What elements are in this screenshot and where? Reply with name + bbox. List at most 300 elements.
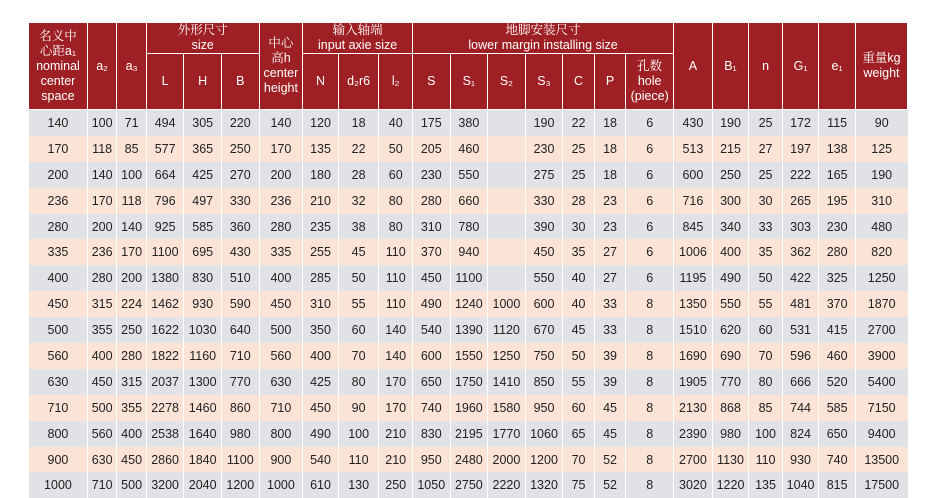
table-cell: 220 — [221, 110, 259, 136]
table-cell: 540 — [412, 317, 450, 343]
table-cell: 27 — [749, 136, 783, 162]
table-cell: 40 — [379, 110, 413, 136]
table-cell: 2037 — [146, 369, 184, 395]
table-cell: 481 — [782, 291, 819, 317]
table-cell: 1550 — [450, 343, 488, 369]
table-cell: 640 — [221, 317, 259, 343]
table-cell: 6 — [626, 162, 674, 188]
table-cell: 250 — [117, 317, 146, 343]
table-cell: 1460 — [184, 395, 222, 421]
table-cell: 740 — [412, 395, 450, 421]
table-cell: 710 — [87, 472, 116, 498]
header-S: S — [412, 54, 450, 110]
table-cell: 425 — [184, 162, 222, 188]
table-cell: 30 — [563, 214, 594, 240]
table-cell: 8 — [626, 369, 674, 395]
table-cell: 8 — [626, 343, 674, 369]
header-a2: a₂ — [87, 23, 116, 110]
table-cell: 118 — [117, 188, 146, 214]
header-P: P — [594, 54, 625, 110]
table-cell: 355 — [117, 395, 146, 421]
table-cell: 90 — [855, 110, 907, 136]
table-cell: 2278 — [146, 395, 184, 421]
table-cell: 585 — [184, 214, 222, 240]
table-cell: 2000 — [488, 447, 526, 473]
table-cell: 210 — [303, 188, 339, 214]
table-cell: 80 — [338, 369, 379, 395]
table-cell: 800 — [29, 421, 88, 447]
table-cell: 1622 — [146, 317, 184, 343]
header-d2r6: d₂r6 — [338, 54, 379, 110]
table-cell: 280 — [819, 239, 856, 265]
table-cell: 35 — [563, 239, 594, 265]
table-cell: 200 — [259, 162, 303, 188]
table-cell: 1462 — [146, 291, 184, 317]
table-cell: 550 — [712, 291, 749, 317]
table-cell: 110 — [379, 239, 413, 265]
table-cell: 370 — [819, 291, 856, 317]
table-cell: 380 — [450, 110, 488, 136]
table-cell: 60 — [749, 317, 783, 343]
table-cell: 450 — [259, 291, 303, 317]
table-cell: 280 — [259, 214, 303, 240]
table-cell: 2195 — [450, 421, 488, 447]
table-cell: 55 — [749, 291, 783, 317]
table-cell: 2750 — [450, 472, 488, 498]
table-row — [29, 395, 908, 421]
table-cell: 250 — [221, 136, 259, 162]
table-cell: 900 — [29, 447, 88, 473]
table-cell: 2220 — [488, 472, 526, 498]
table-cell: 430 — [674, 110, 713, 136]
table-cell: 23 — [594, 214, 625, 240]
table-cell: 664 — [146, 162, 184, 188]
table-cell: 2390 — [674, 421, 713, 447]
table-cell: 110 — [749, 447, 783, 473]
table-cell: 18 — [338, 110, 379, 136]
table-cell: 2700 — [855, 317, 907, 343]
table-cell: 80 — [379, 214, 413, 240]
table-cell: 400 — [87, 343, 116, 369]
table-cell: 500 — [87, 395, 116, 421]
table-cell: 796 — [146, 188, 184, 214]
table-cell: 170 — [379, 369, 413, 395]
table-cell — [488, 265, 526, 291]
table-cell: 800 — [259, 421, 303, 447]
table-cell: 900 — [259, 447, 303, 473]
table-cell: 520 — [819, 369, 856, 395]
table-cell: 362 — [782, 239, 819, 265]
table-cell: 710 — [259, 395, 303, 421]
table-cell: 830 — [412, 421, 450, 447]
table-cell: 8 — [626, 291, 674, 317]
table-cell — [488, 239, 526, 265]
table-cell: 118 — [87, 136, 116, 162]
table-cell: 560 — [259, 343, 303, 369]
table-cell: 750 — [525, 343, 563, 369]
table-cell: 224 — [117, 291, 146, 317]
table-cell: 710 — [221, 343, 259, 369]
table-cell: 1060 — [525, 421, 563, 447]
table-cell: 100 — [87, 110, 116, 136]
table-cell: 175 — [412, 110, 450, 136]
table-cell: 1840 — [184, 447, 222, 473]
header-input-axie-group: 输入轴端 input axie size — [303, 23, 413, 54]
table-cell: 80 — [379, 188, 413, 214]
table-cell: 531 — [782, 317, 819, 343]
header-center-height: 中心 高h center height — [259, 23, 303, 110]
table-cell: 1050 — [412, 472, 450, 498]
table-cell: 50 — [338, 265, 379, 291]
table-cell: 1040 — [782, 472, 819, 498]
table-cell: 710 — [29, 395, 88, 421]
table-cell: 315 — [117, 369, 146, 395]
table-cell: 6 — [626, 214, 674, 240]
table-cell: 650 — [412, 369, 450, 395]
table-cell: 425 — [303, 369, 339, 395]
table-cell: 845 — [674, 214, 713, 240]
table-cell: 430 — [221, 239, 259, 265]
table-cell: 13500 — [855, 447, 907, 473]
table-cell: 18 — [594, 136, 625, 162]
table-cell: 1410 — [488, 369, 526, 395]
table-cell: 630 — [87, 447, 116, 473]
table-cell: 1380 — [146, 265, 184, 291]
table-cell: 2860 — [146, 447, 184, 473]
table-cell: 25 — [563, 162, 594, 188]
table-cell: 18 — [594, 110, 625, 136]
table-cell: 22 — [338, 136, 379, 162]
table-cell: 110 — [379, 265, 413, 291]
table-cell: 415 — [819, 317, 856, 343]
table-cell: 716 — [674, 188, 713, 214]
table-cell: 490 — [303, 421, 339, 447]
table-row — [29, 317, 908, 343]
table-cell: 190 — [712, 110, 749, 136]
table-cell: 940 — [450, 239, 488, 265]
table-cell: 494 — [146, 110, 184, 136]
header-size-group: 外形尺寸 size — [146, 23, 259, 54]
table-cell: 620 — [712, 317, 749, 343]
table-cell: 33 — [749, 214, 783, 240]
table-cell: 1195 — [674, 265, 713, 291]
table-cell: 270 — [221, 162, 259, 188]
table-cell: 250 — [379, 472, 413, 498]
table-cell: 695 — [184, 239, 222, 265]
table-cell: 28 — [563, 188, 594, 214]
table-cell: 577 — [146, 136, 184, 162]
table-cell: 200 — [117, 265, 146, 291]
table-cell: 1770 — [488, 421, 526, 447]
table-header — [29, 23, 908, 110]
header-hole-count: 孔数 hole (piece) — [626, 54, 674, 110]
table-cell: 930 — [782, 447, 819, 473]
table-cell: 50 — [563, 343, 594, 369]
table-cell: 45 — [338, 239, 379, 265]
table-cell: 17500 — [855, 472, 907, 498]
header-B: B — [221, 54, 259, 110]
table-cell: 3200 — [146, 472, 184, 498]
table-row — [29, 421, 908, 447]
table-cell: 80 — [749, 369, 783, 395]
header-n: n — [749, 23, 783, 110]
table-cell: 500 — [29, 317, 88, 343]
table-cell: 8 — [626, 317, 674, 343]
table-cell: 1905 — [674, 369, 713, 395]
table-cell: 55 — [338, 291, 379, 317]
table-cell: 30 — [749, 188, 783, 214]
table-cell: 180 — [303, 162, 339, 188]
table-cell: 560 — [87, 421, 116, 447]
table-cell: 1640 — [184, 421, 222, 447]
table-cell: 1390 — [450, 317, 488, 343]
table-cell: 1000 — [29, 472, 88, 498]
table-cell: 1006 — [674, 239, 713, 265]
table-cell: 8 — [626, 472, 674, 498]
table-cell: 1200 — [525, 447, 563, 473]
table-cell: 300 — [712, 188, 749, 214]
table-cell: 140 — [29, 110, 88, 136]
table-cell: 135 — [303, 136, 339, 162]
table-cell: 868 — [712, 395, 749, 421]
table-cell: 780 — [450, 214, 488, 240]
header-e1: e₁ — [819, 23, 856, 110]
table-cell: 190 — [525, 110, 563, 136]
table-cell: 130 — [338, 472, 379, 498]
table-cell: 85 — [749, 395, 783, 421]
table-cell: 3020 — [674, 472, 713, 498]
table-row — [29, 472, 908, 498]
table-cell: 70 — [563, 447, 594, 473]
table-cell: 230 — [412, 162, 450, 188]
table-cell: 35 — [749, 239, 783, 265]
table-cell: 25 — [563, 136, 594, 162]
table-cell: 480 — [855, 214, 907, 240]
table-cell: 27 — [594, 265, 625, 291]
header-B1: B₁ — [712, 23, 749, 110]
table-cell: 1580 — [488, 395, 526, 421]
table-cell: 315 — [87, 291, 116, 317]
table-cell: 497 — [184, 188, 222, 214]
table-cell: 60 — [379, 162, 413, 188]
table-cell: 610 — [303, 472, 339, 498]
table-cell: 325 — [819, 265, 856, 291]
table-cell: 52 — [594, 472, 625, 498]
table-cell: 2538 — [146, 421, 184, 447]
table-cell: 8 — [626, 395, 674, 421]
header-lower-margin-group: 地脚安装尺寸 lower margin installing size — [412, 23, 673, 54]
table-cell: 820 — [855, 239, 907, 265]
table-cell: 9400 — [855, 421, 907, 447]
table-cell: 85 — [117, 136, 146, 162]
table-cell: 140 — [87, 162, 116, 188]
table-cell: 666 — [782, 369, 819, 395]
table-cell: 170 — [117, 239, 146, 265]
table-cell: 1200 — [221, 472, 259, 498]
spec-table-container — [28, 22, 908, 498]
table-cell: 1100 — [450, 265, 488, 291]
header-G1: G₁ — [782, 23, 819, 110]
table-cell: 335 — [29, 239, 88, 265]
header-nominal-center-space: 名义中 心距a₁ nominal center space — [29, 23, 88, 110]
table-cell: 1690 — [674, 343, 713, 369]
table-cell: 45 — [594, 395, 625, 421]
table-cell: 71 — [117, 110, 146, 136]
table-cell: 490 — [712, 265, 749, 291]
table-cell: 100 — [338, 421, 379, 447]
table-cell: 3900 — [855, 343, 907, 369]
table-cell: 40 — [563, 291, 594, 317]
table-body — [29, 110, 908, 498]
table-cell: 950 — [412, 447, 450, 473]
table-cell: 125 — [855, 136, 907, 162]
table-cell: 8 — [626, 421, 674, 447]
header-a3: a₃ — [117, 23, 146, 110]
table-cell: 460 — [819, 343, 856, 369]
table-cell: 860 — [221, 395, 259, 421]
table-row — [29, 369, 908, 395]
table-cell: 45 — [594, 421, 625, 447]
table-cell: 115 — [819, 110, 856, 136]
table-cell: 815 — [819, 472, 856, 498]
table-row — [29, 239, 908, 265]
table-cell: 70 — [749, 343, 783, 369]
table-cell: 8 — [626, 447, 674, 473]
table-cell: 275 — [525, 162, 563, 188]
table-cell: 195 — [819, 188, 856, 214]
table-cell: 1220 — [712, 472, 749, 498]
table-cell: 138 — [819, 136, 856, 162]
table-cell: 75 — [563, 472, 594, 498]
table-cell: 25 — [749, 110, 783, 136]
table-cell: 850 — [525, 369, 563, 395]
table-cell: 235 — [303, 214, 339, 240]
table-cell — [488, 188, 526, 214]
table-cell: 490 — [412, 291, 450, 317]
table-cell: 400 — [712, 239, 749, 265]
table-cell: 600 — [525, 291, 563, 317]
table-cell: 230 — [525, 136, 563, 162]
table-row — [29, 188, 908, 214]
table-cell: 980 — [221, 421, 259, 447]
table-cell: 2130 — [674, 395, 713, 421]
table-cell: 2700 — [674, 447, 713, 473]
header-S1: S₁ — [450, 54, 488, 110]
table-cell: 303 — [782, 214, 819, 240]
table-cell: 1000 — [259, 472, 303, 498]
table-cell: 350 — [303, 317, 339, 343]
table-cell: 630 — [29, 369, 88, 395]
table-cell: 236 — [29, 188, 88, 214]
table-cell: 1100 — [146, 239, 184, 265]
table-cell: 310 — [412, 214, 450, 240]
table-cell: 370 — [412, 239, 450, 265]
header-S2: S₂ — [488, 54, 526, 110]
table-cell: 18 — [594, 162, 625, 188]
table-cell: 540 — [303, 447, 339, 473]
table-row — [29, 136, 908, 162]
table-cell: 980 — [712, 421, 749, 447]
table-cell: 660 — [450, 188, 488, 214]
table-cell: 1120 — [488, 317, 526, 343]
table-cell: 355 — [87, 317, 116, 343]
table-cell: 200 — [29, 162, 88, 188]
header-S3: S₃ — [525, 54, 563, 110]
table-cell: 65 — [563, 421, 594, 447]
table-cell: 450 — [87, 369, 116, 395]
table-cell: 45 — [563, 317, 594, 343]
table-cell: 1000 — [488, 291, 526, 317]
table-cell: 1960 — [450, 395, 488, 421]
table-cell: 460 — [450, 136, 488, 162]
table-cell: 560 — [29, 343, 88, 369]
header-C: C — [563, 54, 594, 110]
table-cell: 280 — [412, 188, 450, 214]
table-cell: 590 — [221, 291, 259, 317]
table-cell: 550 — [525, 265, 563, 291]
table-cell: 5400 — [855, 369, 907, 395]
table-cell: 1160 — [184, 343, 222, 369]
table-cell: 422 — [782, 265, 819, 291]
table-cell: 585 — [819, 395, 856, 421]
dimension-spec-table — [28, 22, 908, 498]
table-cell: 172 — [782, 110, 819, 136]
table-cell: 190 — [855, 162, 907, 188]
table-cell: 39 — [594, 369, 625, 395]
header-l2: l₂ — [379, 54, 413, 110]
table-cell: 513 — [674, 136, 713, 162]
table-cell: 1822 — [146, 343, 184, 369]
table-cell: 33 — [594, 317, 625, 343]
table-cell: 360 — [221, 214, 259, 240]
table-cell: 770 — [712, 369, 749, 395]
table-cell: 450 — [525, 239, 563, 265]
table-cell: 210 — [379, 447, 413, 473]
table-cell: 600 — [674, 162, 713, 188]
table-cell: 824 — [782, 421, 819, 447]
table-row — [29, 110, 908, 136]
table-cell: 1350 — [674, 291, 713, 317]
table-row — [29, 291, 908, 317]
table-cell: 744 — [782, 395, 819, 421]
table-cell: 120 — [303, 110, 339, 136]
table-cell: 140 — [117, 214, 146, 240]
table-cell: 255 — [303, 239, 339, 265]
table-cell: 110 — [338, 447, 379, 473]
table-cell: 205 — [412, 136, 450, 162]
table-cell: 6 — [626, 265, 674, 291]
table-cell: 6 — [626, 239, 674, 265]
table-cell: 236 — [87, 239, 116, 265]
table-row — [29, 162, 908, 188]
table-cell: 330 — [525, 188, 563, 214]
table-cell: 222 — [782, 162, 819, 188]
table-cell: 1320 — [525, 472, 563, 498]
table-cell: 236 — [259, 188, 303, 214]
table-cell: 265 — [782, 188, 819, 214]
table-cell — [488, 214, 526, 240]
table-cell: 39 — [594, 343, 625, 369]
table-cell: 330 — [221, 188, 259, 214]
table-cell: 1130 — [712, 447, 749, 473]
table-cell: 170 — [87, 188, 116, 214]
table-cell: 140 — [259, 110, 303, 136]
table-cell: 40 — [563, 265, 594, 291]
table-cell: 500 — [117, 472, 146, 498]
table-cell: 100 — [117, 162, 146, 188]
header-N: N — [303, 54, 339, 110]
table-cell: 1510 — [674, 317, 713, 343]
